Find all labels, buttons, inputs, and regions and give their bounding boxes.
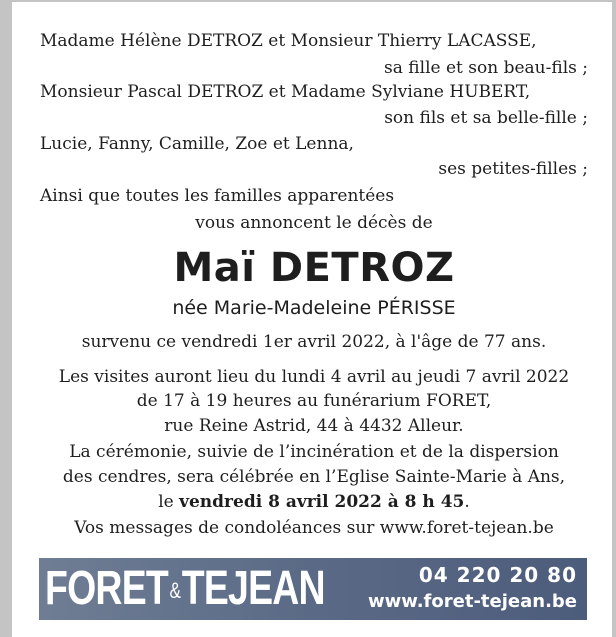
logo-left: FORET [45,562,168,615]
banner-website: www.foret-tejean.be [367,591,577,612]
family-names-2: Monsieur Pascal DETROZ et Madame Sylviane HUBERT, [40,82,531,102]
family-relation-3: ses petites-filles ; [438,159,588,179]
condolences-line: Vos messages de condoléances sur www.foret-tejean.be [74,518,554,538]
family-relation-1: sa fille et son beau-fils ; [384,58,588,78]
funeral-home-logo [45,562,325,618]
ceremony-date: vendredi 8 avril 2022 à 8 h 45 [179,492,465,512]
logo-ampersand: & [169,578,181,603]
ceremony-suffix: . [464,492,470,512]
top-rule [12,0,616,2]
visits-line-2: de 17 à 19 heures au funérarium FORET, [136,391,492,411]
banner-phone: 04 220 20 80 [418,563,577,587]
families-line: Ainsi que toutes les familles apparentées [40,186,395,206]
ceremony-prefix: le [158,492,180,512]
ceremony-line-1: La cérémonie, suivie de l’incinération et de la dispersion [69,442,559,462]
logo-right: TEJEAN [181,562,325,615]
ceremony-line-2: des cendres, sera célébrée en l’Eglise Sainte-Marie à Ans, [62,467,566,487]
birth-name: née Marie-Madeleine PÉRISSE [172,297,456,319]
family-names-3: Lucie, Fanny, Camille, Zoe et Lenna, [40,134,354,154]
deceased-name: Maï DETROZ [173,245,455,291]
visits-line-1: Les visites auront lieu du lundi 4 avril au jeudi 7 avril 2022 [58,367,570,387]
visits-line-3: rue Reine Astrid, 44 à 4432 Alleur. [164,416,464,436]
family-relation-2: son fils et sa belle-fille ; [384,108,588,128]
funeral-home-banner [39,558,587,620]
ceremony-date-line [12,491,616,513]
death-line: survenu ce vendredi 1er avril 2022, à l'âge de 77 ans. [81,332,547,352]
announce-line: vous annoncent le décès de [195,213,433,233]
family-names-1: Madame Hélène DETROZ et Monsieur Thierry LACASSE, [40,31,537,51]
